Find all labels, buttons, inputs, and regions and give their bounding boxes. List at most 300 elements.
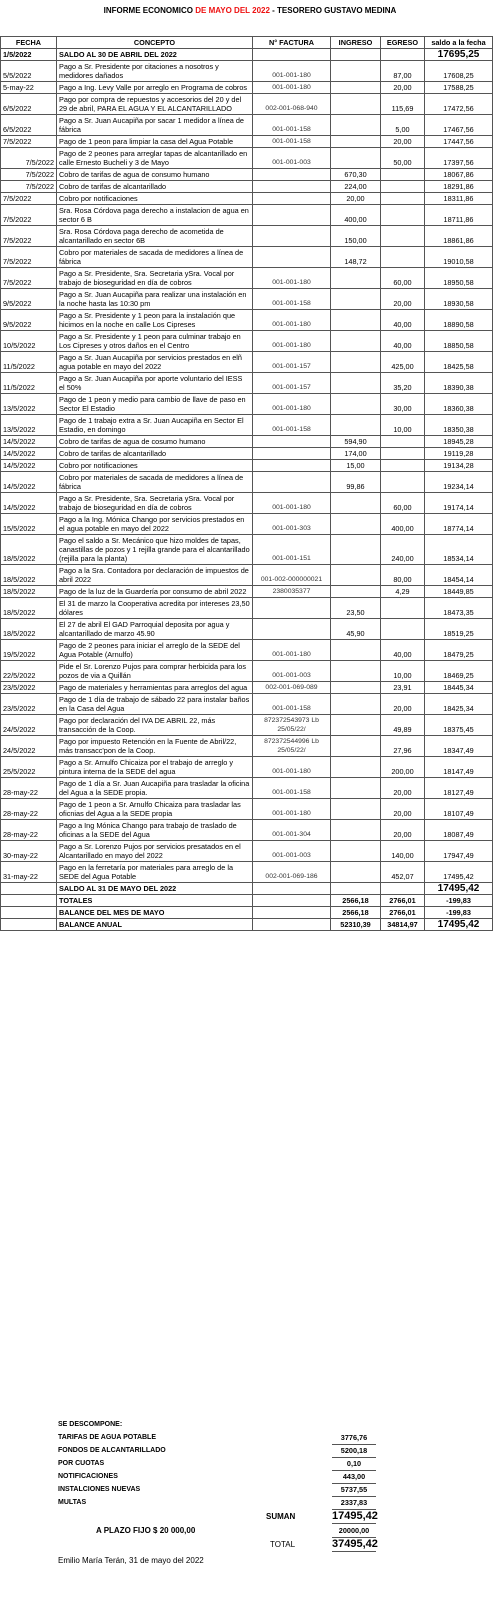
- row-factura: 001-001-180: [253, 268, 331, 289]
- row-egreso: 240,00: [381, 535, 425, 565]
- table-row: [1, 820, 493, 841]
- row-saldo: 18449,85: [425, 586, 493, 598]
- row-ingreso: [331, 493, 381, 514]
- row-factura: [253, 247, 331, 268]
- row-egreso: 34814,97: [381, 919, 425, 931]
- row-ingreso: 670,30: [331, 169, 381, 181]
- row-egreso: 200,00: [381, 757, 425, 778]
- row-date: 14/5/2022: [1, 460, 57, 472]
- row-date: 6/5/2022: [1, 115, 57, 136]
- row-date: 28-may-22: [1, 799, 57, 820]
- table-row: [1, 535, 493, 565]
- row-saldo: 18473,35: [425, 598, 493, 619]
- row-date: 7/5/2022: [1, 268, 57, 289]
- row-factura: 001-001-304: [253, 820, 331, 841]
- row-concept: Pago a la Ing. Mónica Chango por servicios prestados en el agua potable en mayo del 2022: [57, 514, 253, 535]
- summary-value: 20000,00: [332, 1524, 376, 1538]
- row-egreso: 20,00: [381, 136, 425, 148]
- table-row: [1, 448, 493, 460]
- row-saldo: 17695,25: [425, 49, 493, 61]
- row-factura: 001-001-003: [253, 148, 331, 169]
- row-date: 5/5/2022: [1, 61, 57, 82]
- row-factura: 001-001-158: [253, 136, 331, 148]
- row-concept: Pago de 1 trabajo extra a Sr. Juan Aucapiña en Sector El Estadio, en domingo: [57, 415, 253, 436]
- row-saldo: 19010,58: [425, 247, 493, 268]
- row-factura: [253, 193, 331, 205]
- row-factura: [253, 448, 331, 460]
- header-ingreso: INGRESO: [331, 37, 381, 49]
- summary-heading: [0, 1418, 492, 1431]
- row-saldo: 19119,28: [425, 448, 493, 460]
- row-egreso: [381, 205, 425, 226]
- row-ingreso: [331, 661, 381, 682]
- row-saldo: 18291,86: [425, 181, 493, 193]
- row-date: 24/5/2022: [1, 736, 57, 757]
- row-factura: 001-001-180: [253, 331, 331, 352]
- header-saldo: saldo a la fecha: [425, 37, 493, 49]
- row-factura: 001-001-158: [253, 415, 331, 436]
- row-egreso: 400,00: [381, 514, 425, 535]
- summary-label: TOTAL: [270, 1540, 296, 1549]
- row-egreso: 27,96: [381, 736, 425, 757]
- row-date: 14/5/2022: [1, 448, 57, 460]
- row-ingreso: 99,86: [331, 472, 381, 493]
- ledger-body: [1, 49, 493, 931]
- summary-suman: [0, 1510, 492, 1523]
- row-concept: Pago de 2 peones para iniciar el arreglo de la SEDE del Agua Potable (Arnulfo): [57, 640, 253, 661]
- row-factura: [253, 472, 331, 493]
- row-egreso: [381, 181, 425, 193]
- summary-value: 5737,55: [332, 1483, 376, 1497]
- row-date: 18/5/2022: [1, 598, 57, 619]
- table-row: [1, 565, 493, 586]
- row-ingreso: [331, 331, 381, 352]
- row-date: 31-may-22: [1, 862, 57, 883]
- row-egreso: 50,00: [381, 148, 425, 169]
- row-date: [1, 907, 57, 919]
- row-concept: El 27 de abril El GAD Parroquial deposita por agua y alcantarillado de marzo 45.90: [57, 619, 253, 640]
- row-concept: Cobro por notificaciones: [57, 460, 253, 472]
- row-ingreso: [331, 736, 381, 757]
- row-concept: Pago por compra de repuestos y accesorios del 20 y del 29 de abril, PARA EL AGUA Y EL ALCANTARILLADO: [57, 94, 253, 115]
- row-egreso: [381, 169, 425, 181]
- row-egreso: 2766,01: [381, 907, 425, 919]
- row-saldo: 17608,25: [425, 61, 493, 82]
- row-saldo: 18350,38: [425, 415, 493, 436]
- row-egreso: [381, 883, 425, 895]
- row-ingreso: [331, 715, 381, 736]
- row-saldo: 19134,28: [425, 460, 493, 472]
- row-factura: 001-001-180: [253, 310, 331, 331]
- row-concept: BALANCE ANUAL: [57, 919, 253, 931]
- row-factura: 872372543973 Lb 25/05/22/: [253, 715, 331, 736]
- row-saldo: 18107,49: [425, 799, 493, 820]
- table-row: [1, 94, 493, 115]
- row-saldo: 18067,86: [425, 169, 493, 181]
- row-concept: Pago de la luz de la Guardería por consumo de abril 2022: [57, 586, 253, 598]
- table-row: [1, 49, 493, 61]
- row-factura: 001-001-158: [253, 115, 331, 136]
- row-ingreso: 20,00: [331, 193, 381, 205]
- table-row: [1, 310, 493, 331]
- row-saldo: 18375,45: [425, 715, 493, 736]
- table-row: [1, 715, 493, 736]
- row-date: 7/5/2022: [1, 169, 57, 181]
- row-ingreso: [331, 820, 381, 841]
- table-row: [1, 493, 493, 514]
- row-concept: Pago de 1 día a Sr. Juan Aucapiña para trasladar la oficina del Agua a la SEDE propia.: [57, 778, 253, 799]
- footer-signature: [0, 1554, 492, 1567]
- table-row: [1, 193, 493, 205]
- table-row: [1, 115, 493, 136]
- row-egreso: 30,00: [381, 394, 425, 415]
- table-row: [1, 205, 493, 226]
- row-saldo: 18390,38: [425, 373, 493, 394]
- summary-label: POR CUOTAS: [58, 1460, 105, 1467]
- row-factura: 001-001-303: [253, 514, 331, 535]
- summary-label: SUMAN: [266, 1512, 296, 1521]
- summary-total: [0, 1538, 492, 1551]
- row-date: 14/5/2022: [1, 472, 57, 493]
- row-ingreso: [331, 61, 381, 82]
- table-row: [1, 268, 493, 289]
- row-concept: Sra. Rosa Córdova paga derecho a instalacion de agua en sector 6 B: [57, 205, 253, 226]
- row-date: 14/5/2022: [1, 493, 57, 514]
- row-concept: Pago a Sr. Presidente, Sra. Secretaria ySra. Vocal por trabajo de bioseguridad en día de cobros: [57, 493, 253, 514]
- row-egreso: 60,00: [381, 493, 425, 514]
- row-date: 24/5/2022: [1, 715, 57, 736]
- report-title: INFORME ECONOMICO DE MAYO DEL 2022 - TESORERO GUSTAVO MEDINA: [103, 6, 397, 15]
- row-ingreso: [331, 136, 381, 148]
- row-factura: 001-001-158: [253, 778, 331, 799]
- row-saldo: 17467,56: [425, 115, 493, 136]
- row-saldo: 18425,34: [425, 694, 493, 715]
- row-factura: 001-001-180: [253, 394, 331, 415]
- row-concept: Pago a Ing. Levy Valle por arreglo en Programa de cobros: [57, 82, 253, 94]
- row-date: 7/5/2022: [1, 148, 57, 169]
- table-row: [1, 841, 493, 862]
- row-factura: 001-001-180: [253, 757, 331, 778]
- table-row: [1, 460, 493, 472]
- row-egreso: 40,00: [381, 310, 425, 331]
- row-date: 9/5/2022: [1, 289, 57, 310]
- row-saldo: 18861,86: [425, 226, 493, 247]
- row-factura: 001-001-158: [253, 289, 331, 310]
- row-factura: [253, 226, 331, 247]
- row-ingreso: 23,50: [331, 598, 381, 619]
- row-factura: 001-001-151: [253, 535, 331, 565]
- row-factura: [253, 49, 331, 61]
- table-row: [1, 694, 493, 715]
- row-factura: 001-001-180: [253, 799, 331, 820]
- row-egreso: 20,00: [381, 820, 425, 841]
- row-ingreso: 174,00: [331, 448, 381, 460]
- summary-value: 3776,76: [332, 1431, 376, 1445]
- row-egreso: 140,00: [381, 841, 425, 862]
- row-saldo: 18711,86: [425, 205, 493, 226]
- row-saldo: 18445,34: [425, 682, 493, 694]
- row-factura: 001-001-003: [253, 841, 331, 862]
- row-date: 7/5/2022: [1, 247, 57, 268]
- row-saldo: 18311,86: [425, 193, 493, 205]
- row-egreso: 4,29: [381, 586, 425, 598]
- row-saldo: 18425,58: [425, 352, 493, 373]
- table-row: [1, 757, 493, 778]
- row-date: 18/5/2022: [1, 535, 57, 565]
- row-date: 7/5/2022: [1, 181, 57, 193]
- row-concept: Pago de 1 peon para limpiar la casa del Agua Potable: [57, 136, 253, 148]
- row-ingreso: [331, 640, 381, 661]
- row-ingreso: 15,00: [331, 460, 381, 472]
- summary-label: A PLAZO FIJO $ 20 000,00: [96, 1526, 196, 1535]
- table-row: [1, 415, 493, 436]
- row-egreso: 20,00: [381, 778, 425, 799]
- row-date: 11/5/2022: [1, 373, 57, 394]
- row-date: 1/5/2022: [1, 49, 57, 61]
- row-egreso: [381, 49, 425, 61]
- row-egreso: 20,00: [381, 799, 425, 820]
- table-row: [1, 352, 493, 373]
- table-row: [1, 586, 493, 598]
- row-date: 7/5/2022: [1, 193, 57, 205]
- row-factura: [253, 205, 331, 226]
- row-concept: Cobro por materiales de sacada de medidores a línea de fábrica: [57, 472, 253, 493]
- row-concept: Pago de materiales y herramientas para arreglos del agua: [57, 682, 253, 694]
- row-ingreso: 45,90: [331, 619, 381, 640]
- row-concept: Pago a Sr. Presidente y 1 peon para la instalación que hicimos en la noche en calle Los Cipreses: [57, 310, 253, 331]
- header-fecha: FECHA: [1, 37, 57, 49]
- row-concept: Sra. Rosa Córdova paga derecho de acometida de alcantarillado en sector 6B: [57, 226, 253, 247]
- row-concept: Pide el Sr. Lorenzo Pujos para comprar herbicida para los pozos de via a Quillán: [57, 661, 253, 682]
- row-saldo: 18950,58: [425, 268, 493, 289]
- summary-label: FONDOS DE ALCANTARILLADO: [58, 1447, 166, 1454]
- header-factura: N° FACTURA: [253, 37, 331, 49]
- row-ingreso: 2566,18: [331, 895, 381, 907]
- summary-label: INSTALCIONES NUEVAS: [58, 1486, 141, 1493]
- row-saldo: 17447,56: [425, 136, 493, 148]
- row-concept: Pago a Ing Mónica Chango para trabajo de traslado de oficinas a la SEDE del Agua: [57, 820, 253, 841]
- row-egreso: 49,89: [381, 715, 425, 736]
- table-row: [1, 247, 493, 268]
- row-factura: 001-001-157: [253, 352, 331, 373]
- row-concept: Pago a Sr. Presidente por citaciones a nosotros y medidores dañados: [57, 61, 253, 82]
- header-row: [1, 37, 493, 49]
- row-egreso: 87,00: [381, 61, 425, 82]
- row-concept: SALDO AL 31 DE MAYO DEL 2022: [57, 883, 253, 895]
- row-ingreso: [331, 373, 381, 394]
- row-factura: 002-001-068-940: [253, 94, 331, 115]
- row-ingreso: [331, 94, 381, 115]
- table-row: [1, 181, 493, 193]
- row-date: 7/5/2022: [1, 136, 57, 148]
- row-egreso: [381, 247, 425, 268]
- summary-value: 5200,18: [332, 1444, 376, 1458]
- row-saldo: 17397,56: [425, 148, 493, 169]
- row-factura: [253, 907, 331, 919]
- table-row: [1, 799, 493, 820]
- row-concept: SALDO AL 30 DE ABRIL DEL 2022: [57, 49, 253, 61]
- row-egreso: 60,00: [381, 268, 425, 289]
- row-egreso: [381, 472, 425, 493]
- row-ingreso: [331, 799, 381, 820]
- summary-value: 2337,83: [332, 1496, 376, 1510]
- row-concept: Pago a Sr. Juan Aucapiña para realizar una instalación en la noche hasta las 10:30 pm: [57, 289, 253, 310]
- row-concept: Pago a Sr. Arnulfo Chicaiza por el trabajo de arreglo y pintura interna de la SEDE del agua: [57, 757, 253, 778]
- table-row: [1, 778, 493, 799]
- row-factura: 001-001-180: [253, 82, 331, 94]
- row-egreso: 5,00: [381, 115, 425, 136]
- row-ingreso: [331, 148, 381, 169]
- row-date: 18/5/2022: [1, 619, 57, 640]
- row-concept: Pago de 1 día de trabajo de sábado 22 para instalar baños en la Casa del Agua: [57, 694, 253, 715]
- table-row: [1, 862, 493, 883]
- row-ingreso: [331, 82, 381, 94]
- row-ingreso: 2566,18: [331, 907, 381, 919]
- row-date: 14/5/2022: [1, 436, 57, 448]
- row-saldo: 18850,58: [425, 331, 493, 352]
- row-date: [1, 919, 57, 931]
- table-row: [1, 895, 493, 907]
- summary-value: 0,10: [332, 1457, 376, 1471]
- table-row: [1, 640, 493, 661]
- table-row: [1, 331, 493, 352]
- row-concept: Pago a Sr. Juan Aucapiña por aporte voluntario del IESS el 50%: [57, 373, 253, 394]
- row-concept: Pago a la Sra. Contadora por declaración de impuestos de abril 2022: [57, 565, 253, 586]
- row-ingreso: [331, 682, 381, 694]
- row-factura: [253, 883, 331, 895]
- table-row: [1, 472, 493, 493]
- table-row: [1, 136, 493, 148]
- row-saldo: 18479,25: [425, 640, 493, 661]
- summary-value: 443,00: [332, 1470, 376, 1484]
- row-date: 28-may-22: [1, 778, 57, 799]
- table-row: [1, 226, 493, 247]
- row-saldo: 18469,25: [425, 661, 493, 682]
- row-ingreso: [331, 289, 381, 310]
- row-concept: Pago a Sr. Juan Aucapiña por servicios prestados en elñ agua potable en mayo del 2022: [57, 352, 253, 373]
- row-ingreso: [331, 115, 381, 136]
- table-row: [1, 619, 493, 640]
- row-factura: 001-001-180: [253, 640, 331, 661]
- row-concept: Pago a Sr. Lorenzo Pujos por servicios presatados en el Alcantarillado en mayo del 2022: [57, 841, 253, 862]
- row-date: 13/5/2022: [1, 415, 57, 436]
- summary-item: [0, 1431, 492, 1444]
- row-ingreso: [331, 757, 381, 778]
- row-date: 28-may-22: [1, 820, 57, 841]
- row-saldo: 17495,42: [425, 883, 493, 895]
- row-date: 10/5/2022: [1, 331, 57, 352]
- row-date: 9/5/2022: [1, 310, 57, 331]
- row-concept: Pago a Sr. Presidente y 1 peon para culminar trabajo en Los Cipreses y otros daños en el Centro: [57, 331, 253, 352]
- table-row: [1, 736, 493, 757]
- row-factura: 001-001-158: [253, 694, 331, 715]
- row-saldo: 18127,49: [425, 778, 493, 799]
- summary-plazo: [0, 1524, 492, 1537]
- row-egreso: 2766,01: [381, 895, 425, 907]
- row-ingreso: 594,90: [331, 436, 381, 448]
- row-saldo: 18360,38: [425, 394, 493, 415]
- table-row: [1, 598, 493, 619]
- table-row: [1, 82, 493, 94]
- row-concept: Pago por impuesto Retención en la Fuente de Abril/22, más transacc'pon de la Coop.: [57, 736, 253, 757]
- row-date: 19/5/2022: [1, 640, 57, 661]
- row-saldo: 19234,14: [425, 472, 493, 493]
- summary-item: [0, 1470, 492, 1483]
- row-egreso: 20,00: [381, 82, 425, 94]
- row-saldo: 17472,56: [425, 94, 493, 115]
- table-row: [1, 169, 493, 181]
- summary-label: SE DESCOMPONE:: [58, 1421, 123, 1428]
- row-egreso: [381, 193, 425, 205]
- summary-item: [0, 1457, 492, 1470]
- row-egreso: 40,00: [381, 640, 425, 661]
- table-row: [1, 919, 493, 931]
- row-saldo: -199,83: [425, 895, 493, 907]
- row-concept: Cobro por materiales de sacada de medidores a línea de fábrica: [57, 247, 253, 268]
- row-ingreso: 52310,39: [331, 919, 381, 931]
- row-egreso: 80,00: [381, 565, 425, 586]
- table-row: [1, 661, 493, 682]
- table-row: [1, 394, 493, 415]
- row-factura: [253, 181, 331, 193]
- row-egreso: [381, 436, 425, 448]
- row-saldo: 18519,25: [425, 619, 493, 640]
- row-saldo: 18534,14: [425, 535, 493, 565]
- row-date: 11/5/2022: [1, 352, 57, 373]
- row-concept: Cobro de tarifas de alcantarillado: [57, 181, 253, 193]
- row-factura: 001-002-000000021: [253, 565, 331, 586]
- row-ingreso: [331, 268, 381, 289]
- row-egreso: 10,00: [381, 415, 425, 436]
- summary-label: NOTIFICACIONES: [58, 1473, 118, 1480]
- row-date: 15/5/2022: [1, 514, 57, 535]
- row-date: 22/5/2022: [1, 661, 57, 682]
- row-ingreso: 150,00: [331, 226, 381, 247]
- row-ingreso: [331, 586, 381, 598]
- row-egreso: 40,00: [381, 331, 425, 352]
- row-date: 30-may-22: [1, 841, 57, 862]
- row-factura: [253, 895, 331, 907]
- row-date: 5-may-22: [1, 82, 57, 94]
- row-date: [1, 895, 57, 907]
- row-ingreso: [331, 778, 381, 799]
- table-row: [1, 883, 493, 895]
- row-concept: Pago a Sr. Presidente, Sra. Secretaria ySra. Vocal por trabajo de bioseguridad en día de cobros: [57, 268, 253, 289]
- row-concept: Pago por declaración del IVA DE ABRIL 22, más transacción de la Coop.: [57, 715, 253, 736]
- row-ingreso: 148,72: [331, 247, 381, 268]
- row-egreso: 425,00: [381, 352, 425, 373]
- header-egreso: EGRESO: [381, 37, 425, 49]
- row-concept: Pago de 2 peones para arreglar tapas de alcantarillado en calle Ernesto Bucheli y 3 de Mayo: [57, 148, 253, 169]
- row-egreso: 10,00: [381, 661, 425, 682]
- row-factura: 2380035377: [253, 586, 331, 598]
- summary-value: 37495,42: [332, 1538, 378, 1550]
- row-date: 6/5/2022: [1, 94, 57, 115]
- row-saldo: 18945,28: [425, 436, 493, 448]
- row-saldo: 19174,14: [425, 493, 493, 514]
- row-factura: 001-001-157: [253, 373, 331, 394]
- row-factura: 002-001-069-089: [253, 682, 331, 694]
- summary-item: [0, 1444, 492, 1457]
- row-ingreso: [331, 883, 381, 895]
- row-factura: [253, 619, 331, 640]
- row-saldo: 17495,42: [425, 862, 493, 883]
- row-concept: Pago de 1 peon a Sr. Arnulfo Chicaiza para trasladar las oficnias del Agua a la SEDE propia: [57, 799, 253, 820]
- table-row: [1, 148, 493, 169]
- row-saldo: 18087,49: [425, 820, 493, 841]
- row-ingreso: [331, 415, 381, 436]
- row-ingreso: [331, 352, 381, 373]
